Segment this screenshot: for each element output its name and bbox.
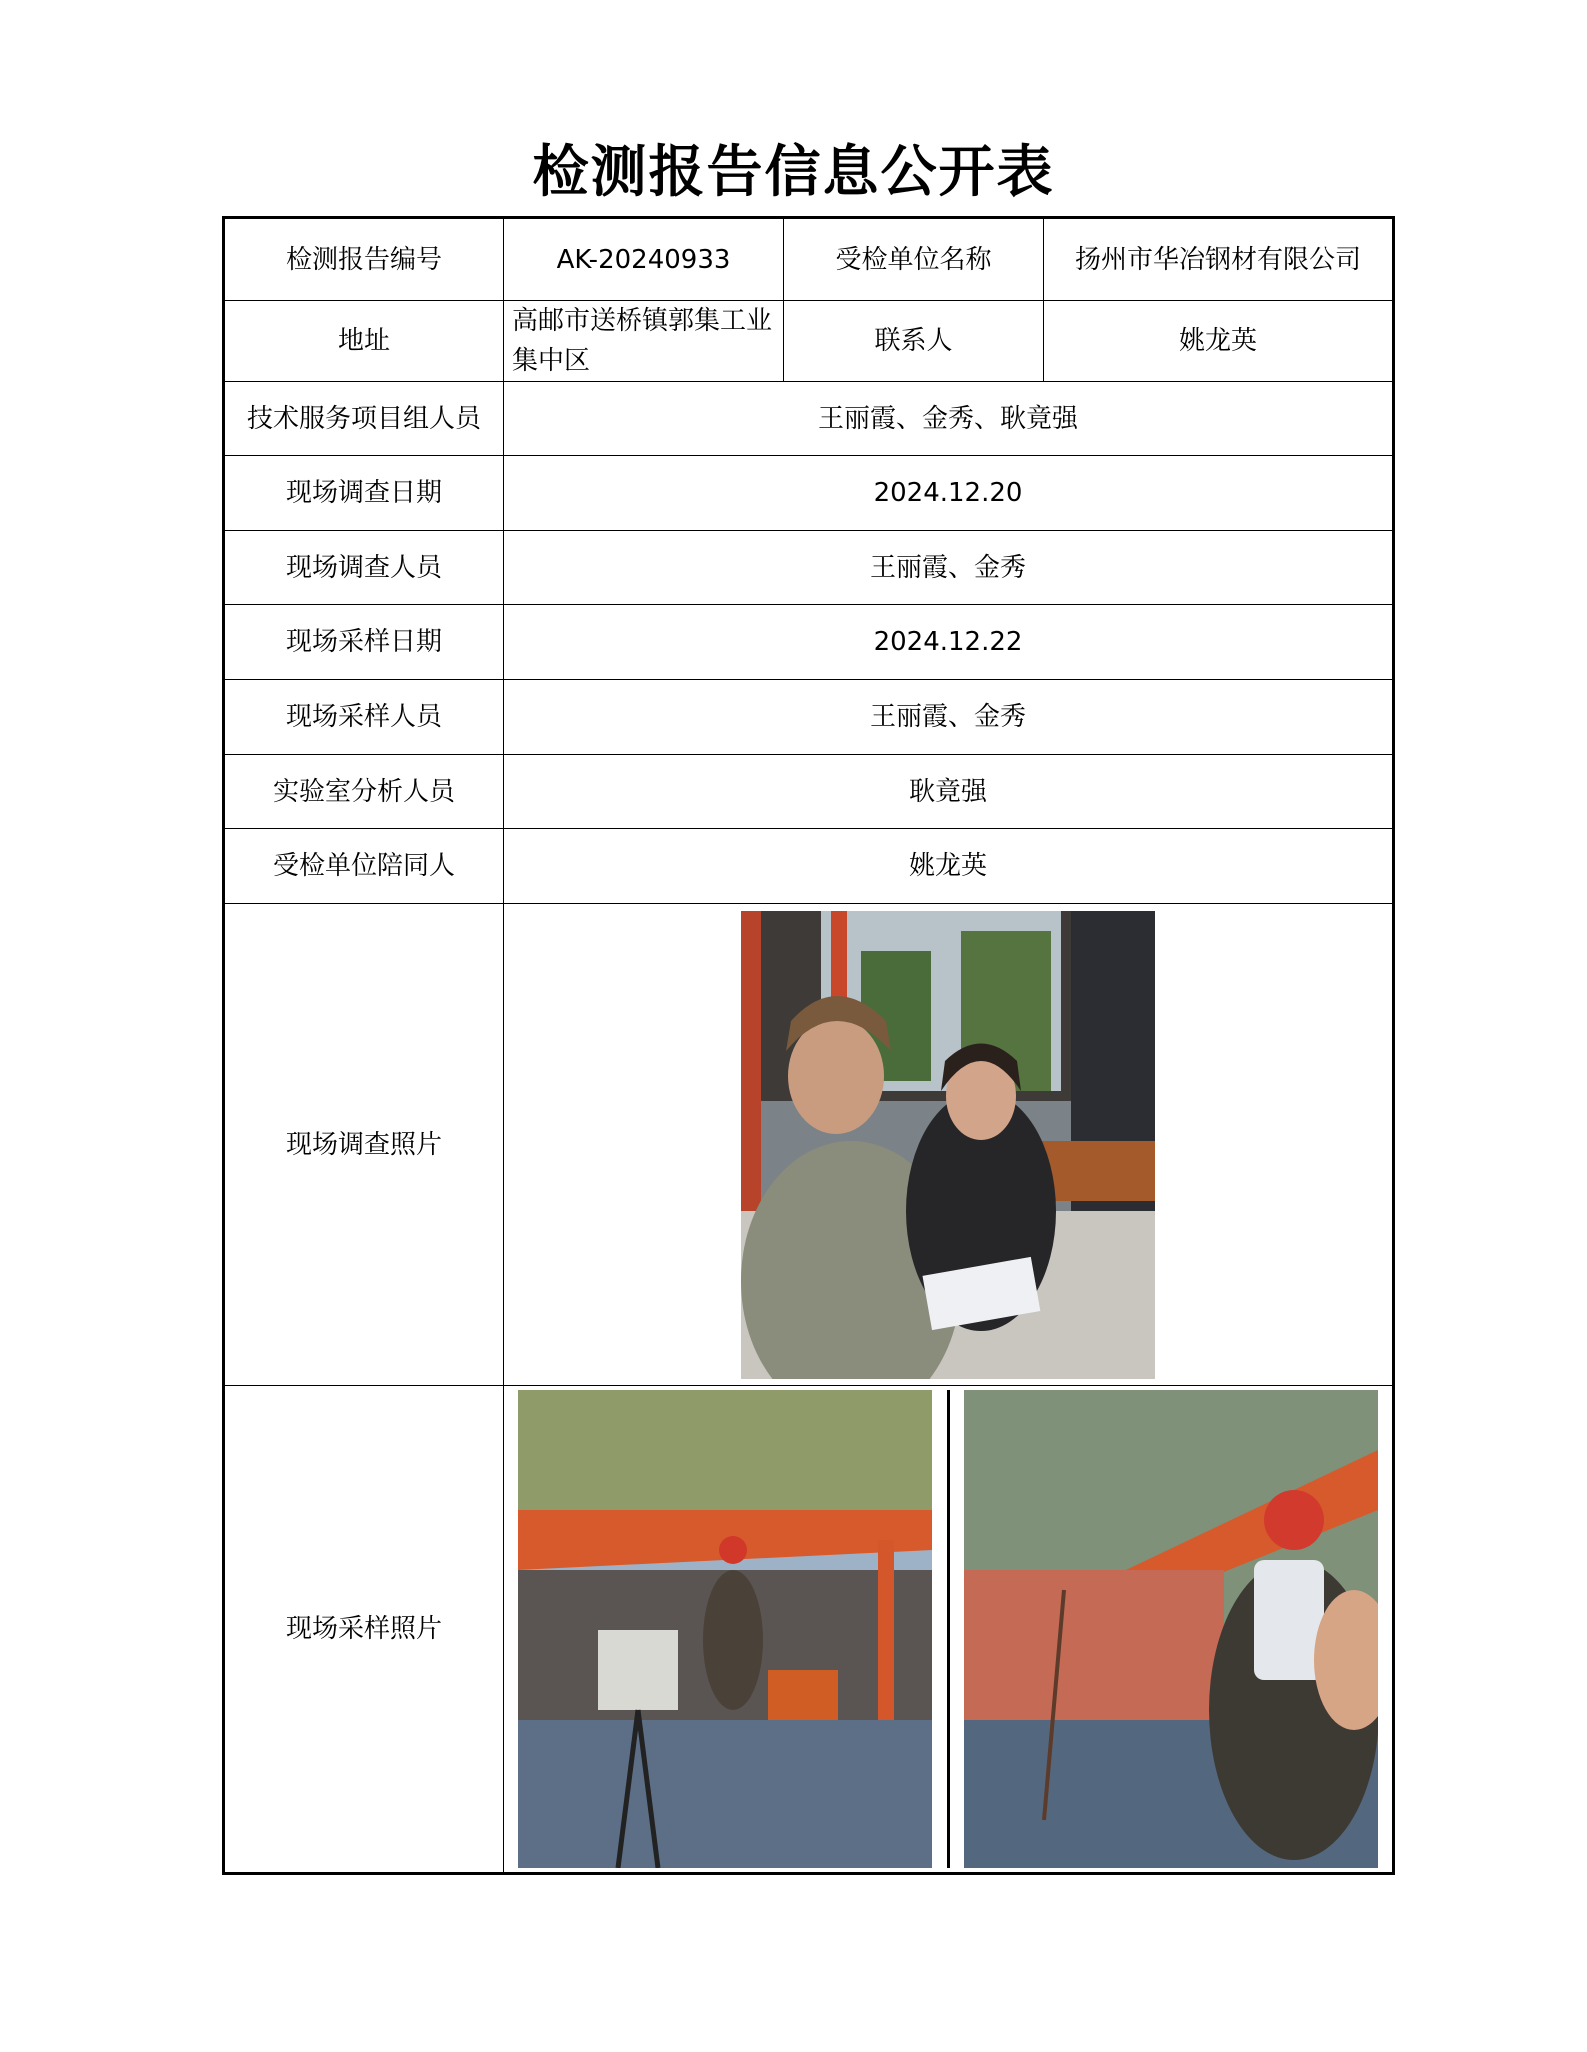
survey-photo-label: 现场调查照片 [224,904,504,1386]
unit-name-value: 扬州市华冶钢材有限公司 [1044,218,1394,301]
table-row [224,382,1394,456]
team-label: 技术服务项目组人员 [224,382,504,456]
address-value: 高邮市送桥镇郭集工业集中区 [504,301,784,382]
sampling-photo-1 [518,1390,932,1868]
lab-staff-label: 实验室分析人员 [224,755,504,829]
table-row [224,531,1394,605]
sampling-staff-value: 王丽霞、金秀 [504,680,1394,755]
survey-date-value: 2024.12.20 [504,456,1394,531]
report-no-label: 检测报告编号 [224,218,504,301]
team-value: 王丽霞、金秀、耿竟强 [504,382,1394,456]
table-row [224,301,1394,382]
table-row [224,605,1394,680]
contact-value: 姚龙英 [1044,301,1394,382]
sampling-photo-2 [964,1390,1378,1868]
sampling-date-label: 现场采样日期 [224,605,504,680]
survey-staff-label: 现场调查人员 [224,531,504,605]
survey-photo [741,911,1155,1379]
table-row [224,755,1394,829]
table-row [224,456,1394,531]
table-row [224,218,1394,301]
lab-staff-value: 耿竟强 [504,755,1394,829]
contact-label: 联系人 [784,301,1044,382]
page-title: 检测报告信息公开表 [532,140,1055,205]
survey-photo-cell [504,904,1394,1386]
escort-value: 姚龙英 [504,829,1394,904]
sampling-photo-cell [504,1386,1394,1874]
report-info-table [222,216,1395,1875]
sampling-photo-label: 现场采样照片 [224,1386,504,1874]
sampling-staff-label: 现场采样人员 [224,680,504,755]
survey-date-label: 现场调查日期 [224,456,504,531]
table-row [224,829,1394,904]
escort-label: 受检单位陪同人 [224,829,504,904]
report-no-value: AK-20240933 [504,218,784,301]
unit-name-label: 受检单位名称 [784,218,1044,301]
sampling-date-value: 2024.12.22 [504,605,1394,680]
table-row [224,1386,1394,1874]
survey-staff-value: 王丽霞、金秀 [504,531,1394,605]
table-row [224,680,1394,755]
address-label: 地址 [224,301,504,382]
table-row [224,904,1394,1386]
